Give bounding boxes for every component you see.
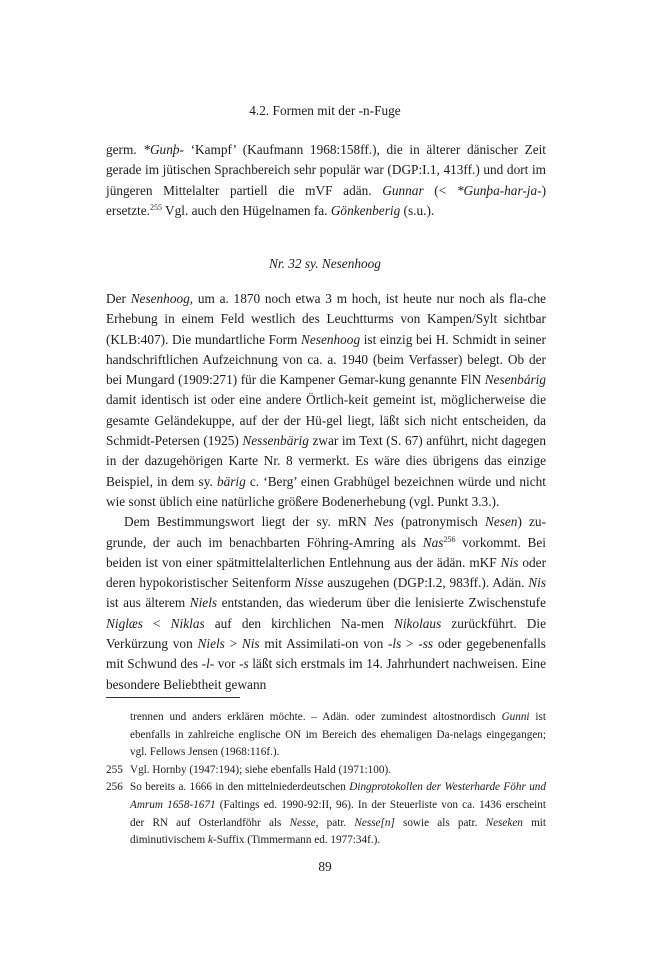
intro-paragraph: germ. *Gunþ- ‘Kampf’ (Kaufmann 1968:158ff.), die in älterer dänischer Zeit gerade im jütischen Sprachbereich sehr populär war (DGP:I.1, 413ff.) und dort im jüngeren Mittelalter partiell die mVF adän. Gunnar (< *Gunþa-har-ja-) ersetzte.$^{255}$ Vgl. auch den Hügelnamen fa. Gönkenberig (s.u.). [106,142,546,218]
footnote-ref-256[interactable]: 256 [443,534,456,544]
footnote-text: So bereits a. 1666 in den mittelniederdeutschen Dingprotokollen der Westerharde Föhr und Amrum 1658-1671 (Faltings ed. 1990-92:II, 96). In der Steuerliste von ca. 1436 erscheint der RN auf Osterlandföhr als Nesse, patr. Nesse[n] sowie als patr. Neseken mit diminutivischem k-Suffix (Timmermann ed. 1977:34f.). [130,781,547,847]
running-head: 4.2. Formen mit der -n-Fuge [249,103,401,118]
footnote-number: 256 [106,781,123,794]
footnote-number: 255 [106,763,123,776]
footnote-separator [106,697,240,698]
main-text [106,289,546,695]
footnotes [106,709,546,850]
footnote-text: Vgl. Hornby (1947:194); siehe ebenfalls Hald (1971:100). [130,763,391,776]
footnote-255 [106,762,546,780]
footnote-256 [106,779,546,849]
section-heading: Nr. 32 sy. Nesenhoog [269,256,381,271]
paragraph-1: Der Nesenhoog, um a. 1870 noch etwa 3 m hoch, ist heute nur noch als fla-che Erhebung in einem Feld westlich des Leuchtturms von Kampen/Sylt sichtbar (KLB:407). Die mundartliche Form Nesenhoog ist einzig bei H. Schmidt in seiner handschriftlichen Aufzeichnung von ca. a. 1940 (beim Verfasser) belegt. Ob der bei Mungard (1909:271) für die Kampener Gemar-kung genannte FlN Nesenbárig damit identisch ist oder eine andere Örtlich-keit gemeint ist, möglicherweise die gesamte Geländekuppe, auf der der Hü-gel liegt, läßt sich nicht entscheiden, da Schmidt-Petersen (1925) Nessenbärig zwar im Text (S. 67) anführt, nicht dagegen in der dazugehörigen Karte Nr. 8 vermerkt. Es wäre dies übrigens das einzige Beispiel, in dem sy. bärig c. ‘Berg’ einen Grabhügel bezeichnen würde und nicht wie sonst üblich eine natürliche größere Bodenerhebung (vgl. Punkt 3.3.). [106,291,547,509]
paragraph-2: Dem Bestimmungswort liegt der sy. mRN Nes (patronymisch Nesen) zu-grunde, der auch im benachbarten Föhring-Amring als Nas$^{256}$ vorkommt. Bei beiden ist von einer spätmittelalterlichen Entlehnung aus der ädän. mKF Nis oder deren hypokoristischer Seitenform Nisse auszugehen (DGP:I.2, 983ff.). Adän. Nis ist aus älterem Niels entstanden, das wiederum über die lenisierte Zwischenstufe Niglæs < Niklas auf den kirchlichen Na-men Nikolaus zurückführt. Die Verkürzung von Niels > Nis mit Assimilati-on von -ls > -ss oder gegebenenfalls mit Schwund des -l- vor -s läßt sich erstmals im 14. Jahrhundert nachweisen. Eine besondere Beliebtheit gewann [106,514,547,692]
page-number: 89 [318,859,332,874]
footnote-continuation: trennen und anders erklären möchte. – Adän. oder zumindest altostnordisch Gunni ist ebenfalls in zahlreiche englische ON im Bereich des ehemaligen Da-nelags eingegangen; vgl. Fellows Jensen (1968:116f.). [130,711,547,759]
footnote-ref-255[interactable]: 255 [149,202,162,212]
